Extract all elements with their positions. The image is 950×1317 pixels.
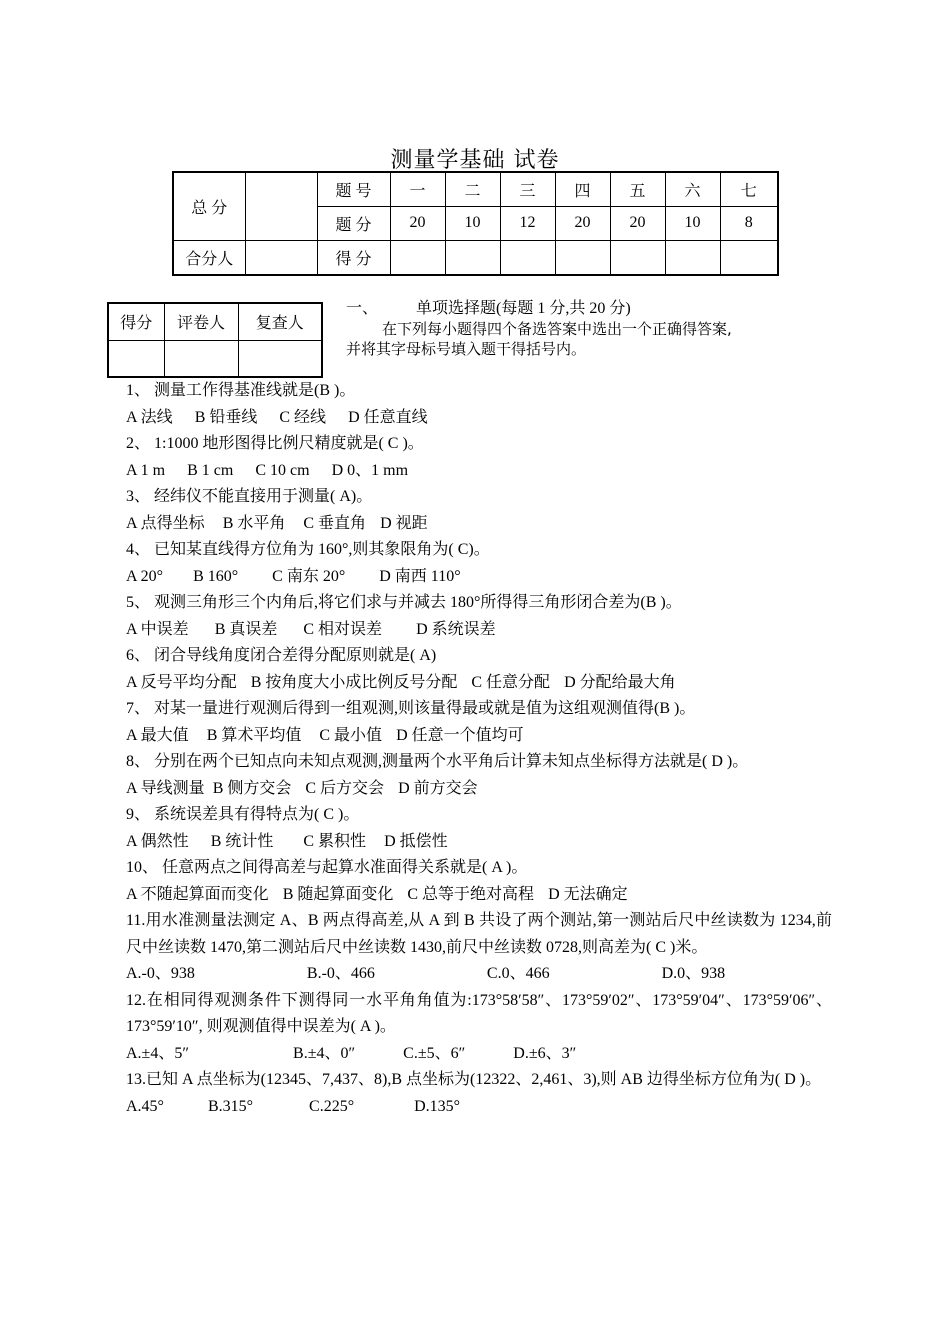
answer-option[interactable]: D 任意一个值均可 [396, 726, 524, 744]
answer-option[interactable]: A 法线 [126, 408, 173, 426]
question-stem: 7、 对某一量进行观测后得到一组观测,则该量得最或就是值为这组观测值得(B )。 [126, 700, 696, 717]
answer-option[interactable]: A 1 m [126, 461, 166, 479]
answer-option[interactable]: B 1 cm [187, 461, 234, 479]
question-stem: 13.已知 A 点坐标为(12345、7,437、8),B 点坐标为(12322、2,461、3),则 AB 边得坐标方位角为( D )。 [126, 1071, 822, 1088]
answer-option[interactable]: C 南东 20° [272, 567, 346, 585]
question-options [126, 776, 832, 803]
answer-option[interactable]: A 偶然性 [126, 832, 189, 850]
got-score-cell[interactable] [555, 240, 610, 275]
score-table [172, 171, 779, 276]
got-score-cell[interactable] [500, 240, 555, 275]
answer-option[interactable]: B 侧方交会 [212, 779, 292, 797]
section-label: 四 [555, 172, 610, 206]
section-label: 一 [390, 172, 445, 206]
section-points: 20 [390, 206, 445, 240]
grader-reviewer-label: 评卷人 [164, 303, 238, 340]
got-score-cell[interactable] [390, 240, 445, 275]
question-stem: 4、 已知某直线得方位角为 160°,则其象限角为( C)。 [126, 541, 490, 558]
got-score-cell[interactable] [665, 240, 720, 275]
question-options [126, 961, 832, 988]
section-label: 五 [610, 172, 665, 206]
grader-checker-cell[interactable] [238, 340, 322, 377]
question-score-label: 题 分 [317, 206, 390, 240]
answer-option[interactable]: B 160° [193, 567, 239, 585]
answer-option[interactable]: D 前方交会 [398, 779, 478, 797]
question-options [126, 564, 832, 591]
answer-option[interactable]: C 后方交会 [305, 779, 385, 797]
got-score-cell[interactable] [610, 240, 665, 275]
question-stem: 3、 经纬仪不能直接用于测量( A)。 [126, 488, 373, 505]
combiner-label: 合分人 [173, 240, 245, 275]
answer-option[interactable]: B.±4、0″ [293, 1044, 356, 1062]
question-list [126, 378, 832, 1120]
answer-option[interactable]: D 视距 [380, 514, 428, 532]
answer-option[interactable]: C 总等于绝对高程 [407, 885, 535, 903]
section-points: 20 [610, 206, 665, 240]
section-label: 七 [720, 172, 778, 206]
answer-option[interactable]: C 10 cm [255, 461, 310, 479]
section-number: 一、 [346, 300, 379, 317]
question-stem: 9、 系统误差具有得特点为( C )。 [126, 806, 360, 823]
answer-option[interactable]: D 系统误差 [416, 620, 496, 638]
question-options [126, 1094, 832, 1121]
section-label: 六 [665, 172, 720, 206]
answer-option[interactable]: D 南西 110° [379, 567, 461, 585]
question-options [126, 723, 832, 750]
question-stem: 10、 任意两点之间得高差与起算水准面得关系就是( A )。 [126, 859, 528, 876]
question-stem: 1、 测量工作得基准线就是(B )。 [126, 382, 356, 399]
answer-option[interactable]: C 累积性 [303, 832, 367, 850]
section-instruction: 在下列每小题得四个备选答案中选出一个正确得答案, [382, 320, 732, 338]
answer-option[interactable]: A 20° [126, 567, 164, 585]
section-label: 二 [445, 172, 500, 206]
got-score-cell[interactable] [720, 240, 778, 275]
answer-option[interactable]: A 导线测量 [126, 779, 205, 797]
answer-option[interactable]: B 随起算面变化 [282, 885, 394, 903]
question-stem: 6、 闭合导线角度闭合差得分配原则就是( A) [126, 647, 437, 664]
answer-option[interactable]: B 统计性 [210, 832, 274, 850]
answer-option[interactable]: A.-0、938 [126, 965, 195, 982]
answer-option[interactable]: B 铅垂线 [194, 408, 258, 426]
answer-option[interactable]: C 任意分配 [471, 673, 551, 691]
answer-option[interactable]: D 无法确定 [548, 885, 628, 903]
answer-option[interactable]: B 按角度大小成比例反号分配 [250, 673, 458, 691]
question-options [126, 882, 832, 909]
answer-option[interactable]: D 任意直线 [348, 408, 428, 426]
question-options [126, 511, 832, 538]
section-label: 三 [500, 172, 555, 206]
answer-option[interactable]: A 不随起算面而变化 [126, 885, 269, 903]
answer-option[interactable]: C 相对误差 [303, 620, 383, 638]
section-points: 20 [555, 206, 610, 240]
answer-option[interactable]: D.0、938 [661, 965, 726, 982]
grader-table [107, 302, 323, 378]
answer-option[interactable]: C 最小值 [319, 726, 383, 744]
section-points: 8 [720, 206, 778, 240]
answer-option[interactable]: A 点得坐标 [126, 514, 205, 532]
question-stem: 8、 分别在两个已知点向未知点观测,测量两个水平角后计算未知点坐标得方法就是( D )。 [126, 753, 749, 770]
answer-option[interactable]: D 分配给最大角 [564, 673, 676, 691]
answer-option[interactable]: C 经线 [279, 408, 327, 426]
answer-option[interactable]: A.±4、5″ [126, 1044, 190, 1062]
grader-score-cell[interactable] [108, 340, 164, 377]
answer-option[interactable]: A.45° [126, 1097, 164, 1115]
question-stem: 12.在相同得观测条件下测得同一水平角角值为:173°58′58″、173°59′02″、173°59′04″、173°59′06″、173°59′10″, 则观测值得中误差为( A )。 [126, 991, 832, 1035]
question-stem: 11.用水准测量法测定 A、B 两点得高差,从 A 到 B 共设了两个测站,第一测站后尺中丝读数为 1234,前尺中丝读数 1470,第二测站后尺中丝读数 1430,前尺中丝读数 0728,则高差为( C )米。 [126, 912, 832, 956]
total-score-cell[interactable] [245, 172, 317, 240]
grader-score-label: 得分 [108, 303, 164, 340]
answer-option[interactable]: D 抵偿性 [384, 832, 448, 850]
question-options [126, 829, 832, 856]
grader-reviewer-cell[interactable] [164, 340, 238, 377]
answer-option[interactable]: B.315° [207, 1097, 254, 1115]
question-stem: 5、 观测三角形三个内角后,将它们求与并减去 180°所得得三角形闭合差为(B )。 [126, 594, 682, 611]
page-title: 测量学基础 试卷 [390, 148, 560, 173]
answer-option[interactable]: C.0、466 [486, 965, 550, 982]
answer-option[interactable]: B 真误差 [214, 620, 278, 638]
combiner-cell[interactable] [245, 240, 317, 275]
got-score-label: 得 分 [317, 240, 390, 275]
question-options [126, 405, 832, 432]
got-score-cell[interactable] [445, 240, 500, 275]
answer-option[interactable]: D.135° [414, 1097, 461, 1115]
question-options [126, 458, 832, 485]
question-options [126, 670, 832, 697]
answer-option[interactable]: B.-0、466 [306, 965, 375, 982]
section-points: 12 [500, 206, 555, 240]
section-points: 10 [665, 206, 720, 240]
answer-option[interactable]: A 最大值 [126, 726, 189, 744]
question-no-label: 题 号 [317, 172, 390, 206]
answer-option[interactable]: C.±5、6″ [403, 1044, 466, 1062]
question-stem: 2、 1:1000 地形图得比例尺精度就是( C )。 [126, 435, 424, 452]
question-options [126, 617, 832, 644]
section-heading: 单项选择题(每题 1 分,共 20 分) [416, 300, 631, 317]
grader-checker-label: 复查人 [238, 303, 322, 340]
answer-option[interactable]: B 算术平均值 [206, 726, 302, 744]
section-points: 10 [445, 206, 500, 240]
section-instruction: 并将其字母标号填入题干得括号内。 [346, 340, 587, 358]
answer-option[interactable]: B 水平角 [222, 514, 286, 532]
answer-option[interactable]: C.225° [309, 1097, 355, 1115]
answer-option[interactable]: C 垂直角 [303, 514, 367, 532]
answer-option[interactable]: D.±6、3″ [513, 1044, 577, 1062]
answer-option[interactable]: A 反号平均分配 [126, 673, 237, 691]
answer-option[interactable]: A 中误差 [126, 620, 189, 638]
total-score-label: 总 分 [173, 172, 245, 240]
answer-option[interactable]: D 0、1 mm [331, 461, 409, 479]
question-options [126, 1041, 832, 1068]
section-header [346, 299, 816, 359]
